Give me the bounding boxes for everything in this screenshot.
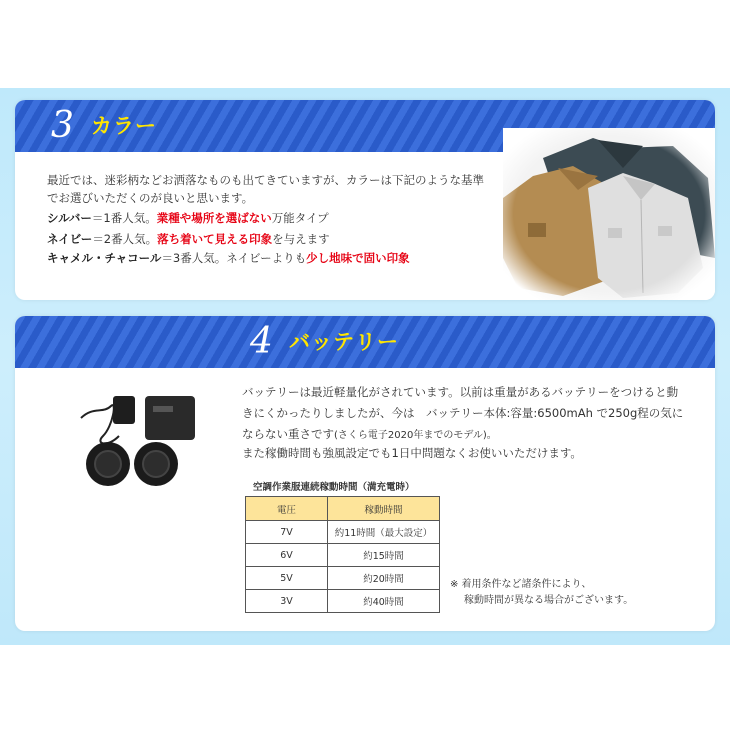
runtime-note bbox=[450, 577, 633, 609]
runtime-cell: 約11時間（最大設定） bbox=[328, 521, 440, 544]
section-title: バッテリー bbox=[289, 330, 399, 354]
battery-line3-main: ならない重さです bbox=[242, 427, 334, 441]
table-row bbox=[246, 590, 440, 613]
battery-line4: また稼働時間も強風設定でも1日中問題なくお使いいただけます。 bbox=[242, 446, 582, 460]
runtime-table bbox=[245, 496, 440, 613]
table-row bbox=[246, 567, 440, 590]
battery-line3-small: (さくら電子2020年までのモデル)。 bbox=[334, 430, 497, 441]
colors-intro-line2: でお選びいただくのが良いと思います。 bbox=[47, 191, 254, 205]
table-header-row bbox=[246, 497, 440, 521]
camel-rank: ＝3番人気。ネイビーよりも bbox=[161, 251, 307, 265]
voltage-cell: 7V bbox=[246, 521, 328, 544]
colors-card bbox=[15, 100, 715, 300]
battery-card bbox=[15, 316, 715, 631]
jackets-photo bbox=[503, 128, 715, 300]
voltage-cell: 3V bbox=[246, 590, 328, 613]
silver-line bbox=[47, 208, 329, 229]
section-title: カラー bbox=[91, 114, 157, 138]
battery-photo bbox=[73, 356, 213, 488]
camel-emphasis: 少し地味で固い印象 bbox=[306, 251, 410, 265]
battery-line1: バッテリーは最近軽量化がされています。以前は重量があるバッテリーをつけると動 bbox=[242, 385, 679, 399]
silver-rank: ＝1番人気。 bbox=[91, 211, 157, 225]
camel-line bbox=[47, 248, 410, 269]
runtime-cell: 約15時間 bbox=[328, 544, 440, 567]
table-row bbox=[246, 544, 440, 567]
silver-name: シルバー bbox=[47, 211, 92, 225]
battery-line2: きにくかったりしましたが、今は バッテリー本体:容量:6500mAh で250g程の気に bbox=[242, 406, 684, 420]
runtime-table-title: 空調作業服連続稼動時間（満充電時） bbox=[253, 482, 415, 493]
header-voltage: 電圧 bbox=[246, 497, 328, 521]
silver-suffix: 万能タイプ bbox=[271, 211, 329, 225]
voltage-cell: 5V bbox=[246, 567, 328, 590]
navy-line bbox=[47, 229, 330, 250]
colors-intro-line1: 最近では、迷彩柄などお洒落なものも出てきていますが、カラーは下記のような基準 bbox=[47, 173, 484, 187]
section-number: 4 bbox=[250, 321, 273, 362]
voltage-cell: 6V bbox=[246, 544, 328, 567]
navy-name: ネイビー bbox=[47, 232, 93, 246]
note-line1: ※ 着用条件など諸条件により、 bbox=[450, 579, 592, 590]
section-number: 3 bbox=[51, 105, 74, 146]
header-runtime: 稼動時間 bbox=[328, 497, 440, 521]
note-line2: 稼動時間が異なる場合がございます。 bbox=[464, 595, 634, 606]
table-row bbox=[246, 521, 440, 544]
silver-emphasis: 業種や場所を選ばない bbox=[156, 211, 272, 225]
runtime-cell: 約20時間 bbox=[328, 567, 440, 590]
navy-suffix: を与えます bbox=[272, 232, 330, 246]
navy-rank: ＝2番人気。 bbox=[92, 232, 158, 246]
camel-name: キャメル・チャコール bbox=[47, 251, 162, 265]
navy-emphasis: 落ち着いて見える印象 bbox=[157, 232, 273, 246]
runtime-cell: 約40時間 bbox=[328, 590, 440, 613]
